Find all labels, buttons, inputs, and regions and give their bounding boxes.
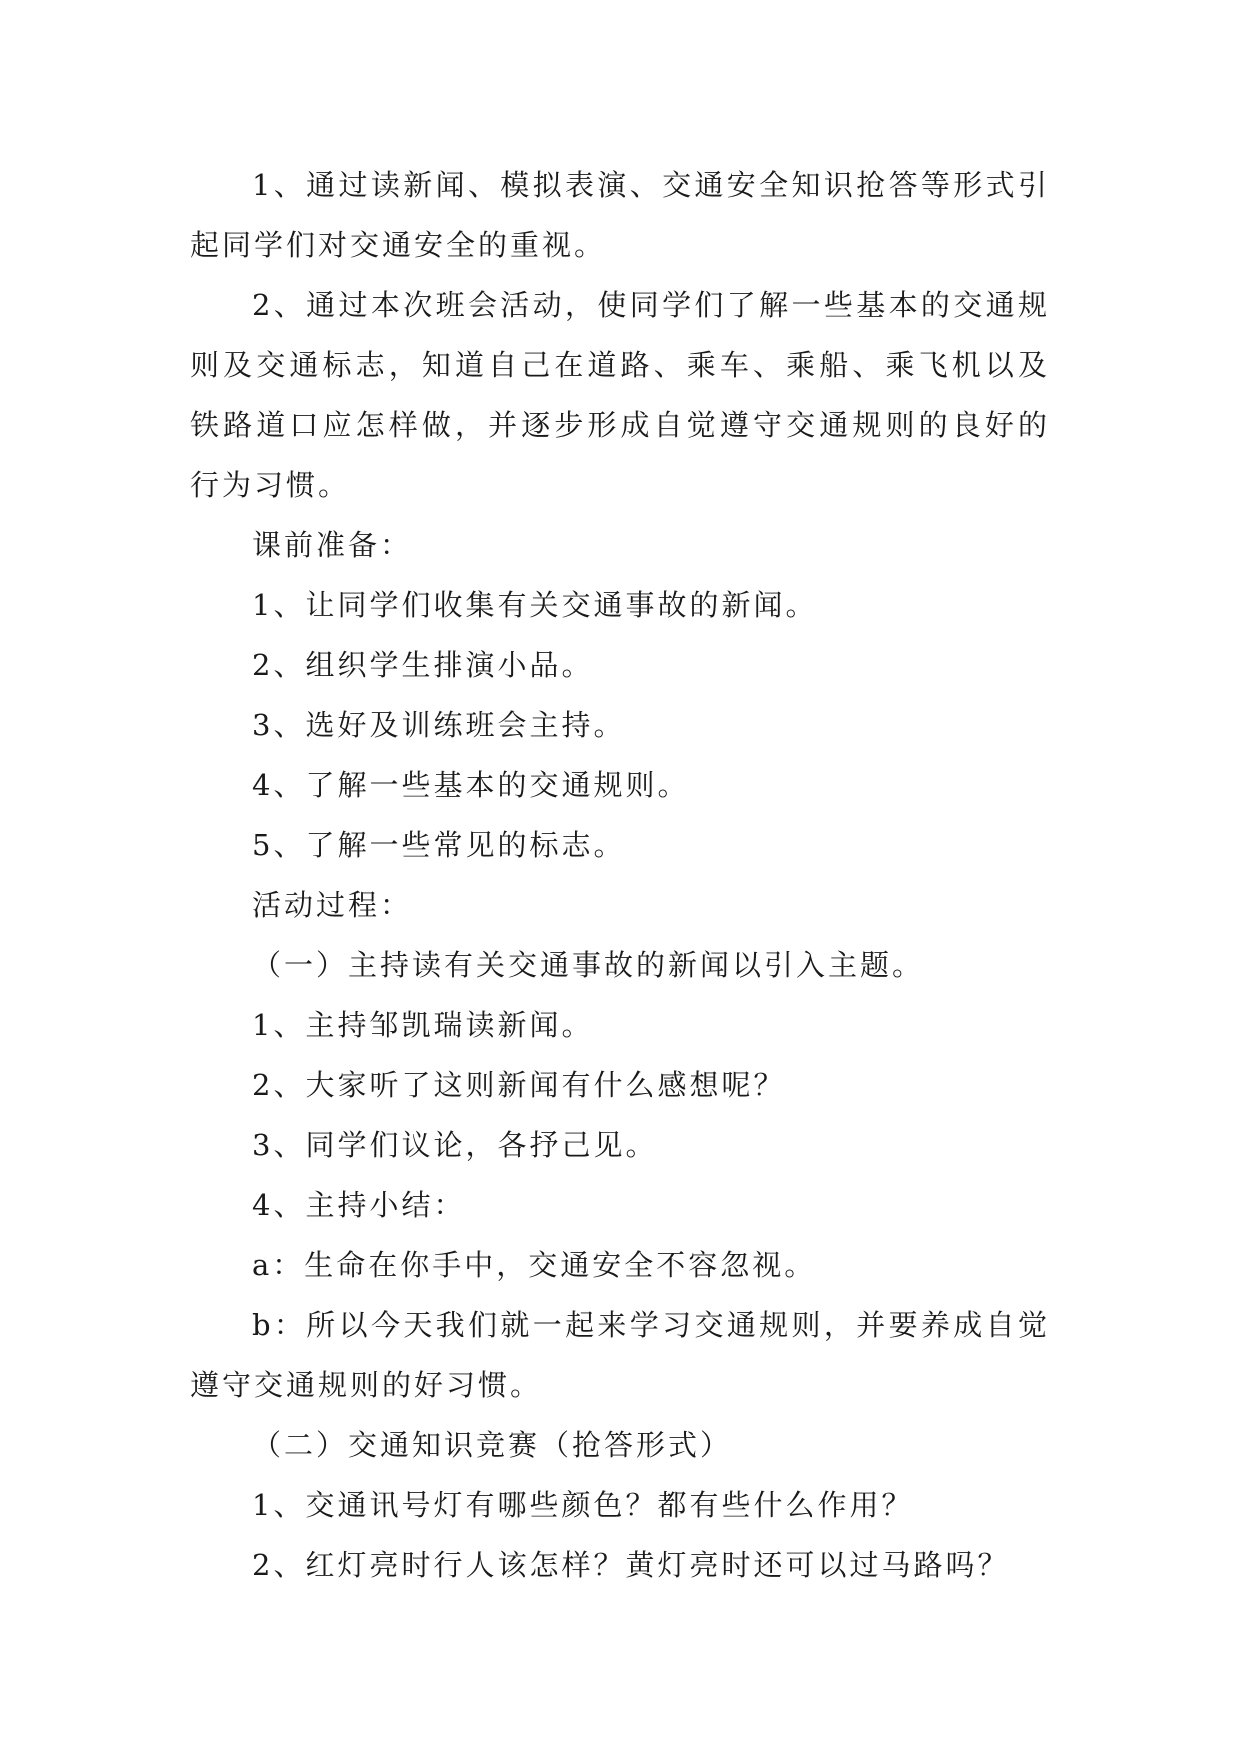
list-item-process-3: 3、同学们议论，各抒己见。 xyxy=(252,1128,658,1162)
list-item-prep-2: 2、组织学生排演小品。 xyxy=(252,648,594,682)
section-heading-process: 活动过程： xyxy=(252,888,413,922)
subsection-heading-2: （二）交通知识竞赛（抢答形式） xyxy=(252,1428,733,1462)
subsection-heading-1: （一）主持读有关交通事故的新闻以引入主题。 xyxy=(252,948,925,982)
list-item-prep-3: 3、选好及训练班会主持。 xyxy=(252,708,626,742)
paragraph-goal-2: 2、通过本次班会活动，使同学们了解一些基本的交通规则及交通标志，知道自己在道路、乘车、乘船、乘飞机以及铁路道口应怎样做，并逐步形成自觉遵守交通规则的良好的行为习惯。 xyxy=(190,288,1050,502)
paragraph-goal-1: 1、通过读新闻、模拟表演、交通安全知识抢答等形式引起同学们对交通安全的重视。 xyxy=(190,168,1050,262)
list-item-process-1: 1、主持邹凯瑞读新闻。 xyxy=(252,1008,594,1042)
list-item-summary-a: a：生命在你手中，交通安全不容忽视。 xyxy=(252,1248,817,1282)
list-item-quiz-1: 1、交通讯号灯有哪些颜色？都有些什么作用？ xyxy=(252,1488,914,1522)
list-item-process-4: 4、主持小结： xyxy=(252,1188,466,1222)
list-item-prep-4: 4、了解一些基本的交通规则。 xyxy=(252,768,690,802)
list-item-quiz-2: 2、红灯亮时行人该怎样？黄灯亮时还可以过马路吗？ xyxy=(252,1548,1010,1582)
list-item-summary-b: b：所以今天我们就一起来学习交通规则，并要养成自觉遵守交通规则的好习惯。 xyxy=(190,1308,1050,1402)
document-body xyxy=(190,155,1050,1595)
list-item-process-2: 2、大家听了这则新闻有什么感想呢？ xyxy=(252,1068,786,1102)
list-item-prep-5: 5、了解一些常见的标志。 xyxy=(252,828,626,862)
list-item-prep-1: 1、让同学们收集有关交通事故的新闻。 xyxy=(252,588,818,622)
section-heading-preparation: 课前准备： xyxy=(252,528,413,562)
